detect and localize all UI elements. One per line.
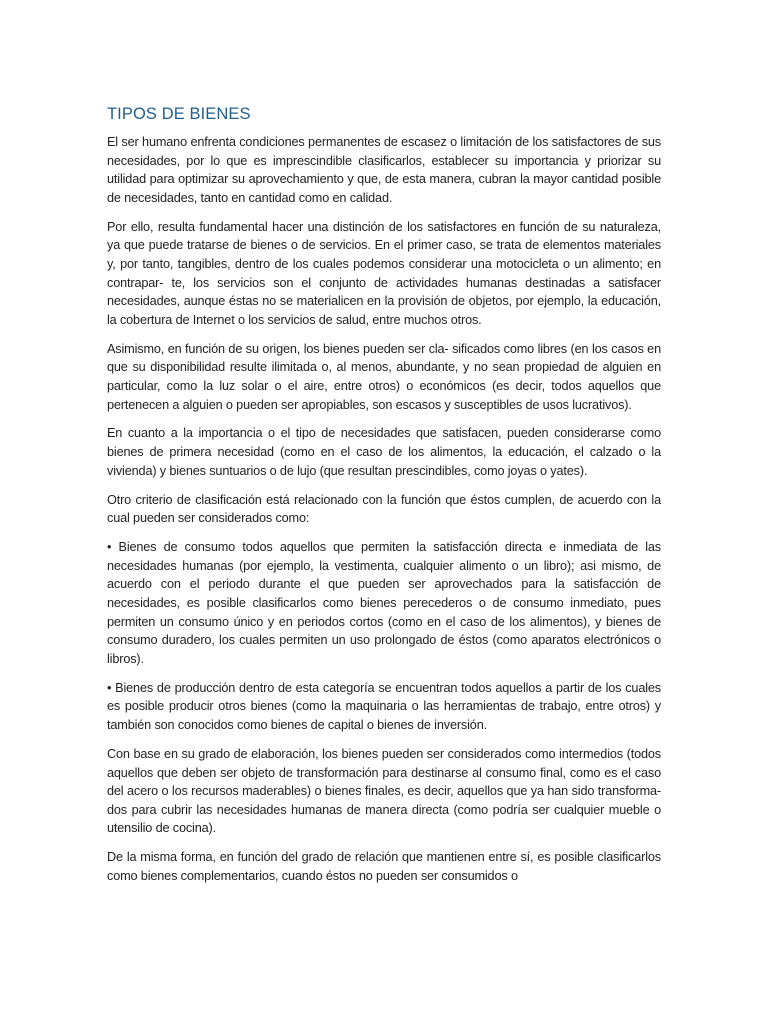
paragraph-elaboration: Con base en su grado de elaboración, los bienes pueden ser considerados como intermedios (todos aquellos que deben ser objeto de transformación para destinarse al consumo final, como es el caso del acero o los recursos maderables) o bienes finales, es decir, aquellos que ya han sido transforma- dos para cubrir las necesidades humanas de manera directa (como podría ser cualquier mueble o utensilio de cocina). — [107, 746, 661, 836]
paragraph-intro: El ser humano enfrenta condiciones permanentes de escasez o limitación de los satisfactores de sus necesidades, por lo que es imprescindible clasificarlos, establecer su importancia y priorizar su utilidad para optimizar su aprovechamiento y que, de esta manera, cubran la mayor cantidad posible de necesidades, tanto en cantidad como en calidad. — [107, 135, 661, 205]
paragraph-relation: De la misma forma, en función del grado de relación que mantienen entre sí, es posible clasificarlos como bienes complementarios, cuando éstos no pueden ser consumidos o — [107, 850, 661, 883]
paragraph-consumer-goods: • Bienes de consumo todos aquellos que permiten la satisfacción directa e inmediata de las necesidades humanas (por ejemplo, la vestimenta, cualquier alimento o un libro); asi mismo, de acuerdo con el periodo durante el que pueden ser aprovechados para la satisfacción de necesidades, es posible clasificarlos como bienes perecederos o de consumo inmediato, pues permiten un consumo único y en periodos cortos (como en el caso de los alimentos), y bienes de consumo duradero, los cuales permiten un uso prolongado de éstos (como aparatos electrónicos o libros). — [107, 540, 661, 666]
paragraph-importance: En cuanto a la importancia o el tipo de necesidades que satisfacen, pueden considerarse como bienes de primera necesidad (como en el caso de los alimentos, la educación, el calzado o la vivienda) y bienes suntuarios o de lujo (que resultan prescindibles, como joyas o yates). — [107, 426, 661, 478]
paragraph-nature: Por ello, resulta fundamental hacer una distinción de los satisfactores en función de su naturaleza, ya que puede tratarse de bienes o de servicios. En el primer caso, se trata de elementos materiales y, por tanto, tangibles, dentro de los cuales podemos considerar una motocicleta o un alimento; en contrapar- te, los servicios son el conjunto de actividades humanas destinadas a satisfacer necesidades, aunque éstas no se materialicen en la provisión de objetos, por ejemplo, la educación, la cobertura de Internet o los servicios de salud, entre muchos otros. — [107, 219, 661, 327]
paragraph-production-goods: • Bienes de producción dentro de esta categoría se encuentran todos aquellos a partir de los cuales es posible producir otros bienes (como la maquinaria o las herramientas de trabajo, entre otros) y también son conocidos como bienes de capital o bienes de inversión. — [107, 680, 661, 732]
document-body — [107, 103, 661, 896]
paragraph-origin: Asimismo, en función de su origen, los bienes pueden ser cla- sificados como libres (en los casos en que su disponibilidad resulte ilimitada o, al menos, abundante, y no sean propiedad de alguien en particular, como la luz solar o el aire, entre otros) o económicos (es decir, todos aquellos que pertenecen a alguien o pueden ser apropiables, son escasos y susceptibles de usos lucrativos). — [107, 341, 661, 412]
document-title: TIPOS DE BIENES — [107, 105, 251, 123]
paragraph-function: Otro criterio de clasificación está relacionado con la función que éstos cumplen, de acuerdo con la cual pueden ser considerados como: — [107, 492, 661, 526]
